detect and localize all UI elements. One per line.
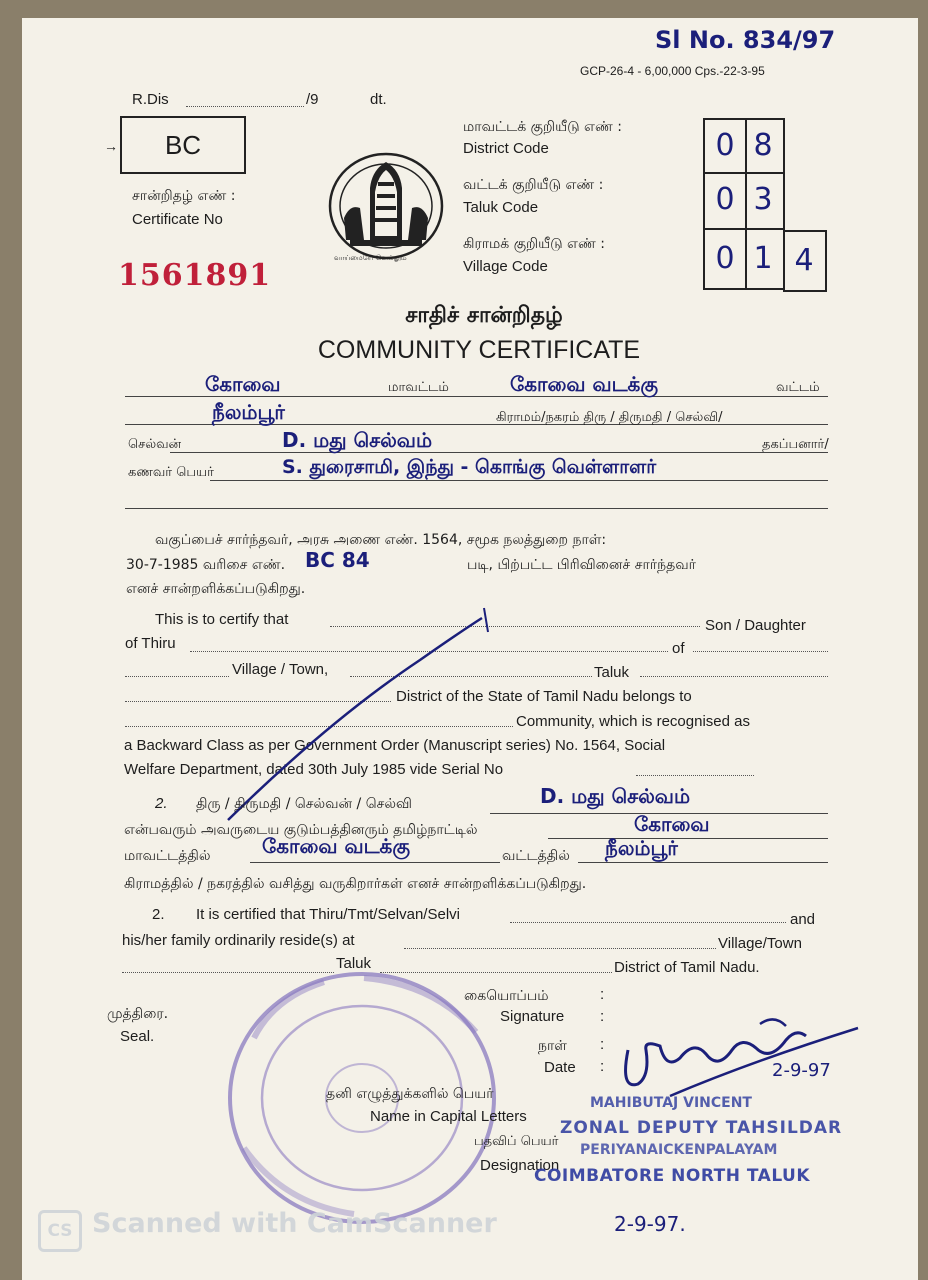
- village-code-en: Village Code: [463, 258, 548, 275]
- taluk-digit-2: 3: [743, 172, 785, 230]
- husband-label: கணவர் பெயர்: [128, 465, 214, 480]
- en2-line3a: Taluk: [336, 955, 372, 972]
- en-line1b: Son / Daughter: [705, 617, 806, 634]
- stamp-line3: PERIYANAICKENPALAYAM: [580, 1142, 778, 1158]
- village-digit-1: 0: [703, 230, 747, 290]
- title-tamil: சாதிச் சான்றிதழ்: [405, 303, 563, 328]
- seal-ta: முத்திரை.: [107, 1006, 169, 1022]
- signature-ta: கையொப்பம்: [464, 988, 549, 1004]
- en-line7: Welfare Department, dated 30th July 1985 vide Serial No: [124, 761, 504, 778]
- ta2-label3a: மாவட்டத்தில்: [124, 848, 211, 864]
- ta2-district-filled: கோவை: [634, 812, 710, 836]
- taluk-code-en: Taluk Code: [463, 199, 539, 216]
- ta2-num: 2.: [155, 795, 168, 812]
- para1-line2a: 30-7-1985 வரிசை எண்.: [126, 557, 286, 573]
- category-text: BC: [164, 129, 202, 160]
- colon-2: :: [600, 1008, 605, 1025]
- ta2-label1: திரு / திருமதி / செல்வன் / செல்வி: [196, 796, 412, 812]
- taluk-code-ta: வட்டக் குறியீடு எண் :: [463, 177, 604, 193]
- date-en: Date: [544, 1059, 576, 1076]
- para1-line3: எனச் சான்றளிக்கப்படுகிறது.: [126, 581, 306, 597]
- en2-line1b: and: [790, 911, 816, 928]
- district-code-en: District Code: [463, 140, 549, 157]
- en2-dots-2: [404, 948, 716, 949]
- name-caps-en: Name in Capital Letters: [370, 1108, 527, 1125]
- certificate-no-ta: சான்றிதழ் எண் :: [132, 188, 236, 204]
- title-english: COMMUNITY CERTIFICATE: [317, 336, 641, 364]
- village-label: கிராமம்/நகரம் திரு / திருமதி / செல்வி/: [496, 410, 723, 425]
- name-caps-ta: தனி எழுத்துக்களில் பெயர்: [326, 1086, 494, 1102]
- rdis-label: R.Dis: [132, 91, 169, 108]
- stamp-line1: MAHIBUTAJ VINCENT: [590, 1095, 752, 1111]
- en-line2b: of: [672, 640, 685, 657]
- en-line3a: Village / Town,: [232, 661, 329, 678]
- ta2-line-3: [250, 862, 500, 863]
- signature-en: Signature: [500, 1008, 565, 1025]
- village-code-ta: கிராமக் குறியீடு எண் :: [463, 236, 605, 252]
- seal-en: Seal.: [120, 1028, 155, 1045]
- ta2-village-filled: நீலம்பூர்: [605, 836, 678, 860]
- stamp-line2: ZONAL DEPUTY TAHSILDAR: [560, 1118, 843, 1138]
- signature-date: 2-9-97: [772, 1060, 831, 1081]
- district-code-ta: மாவட்டக் குறியீடு எண் :: [463, 119, 622, 135]
- en2-line1a: It is certified that Thiru/Tmt/Selvan/Selvi: [196, 906, 460, 923]
- rdis-year: /9: [306, 91, 319, 108]
- certificate-no-en: Certificate No: [132, 211, 223, 228]
- camscanner-logo-text: CS: [47, 1221, 73, 1241]
- district-digit-2: 8: [743, 118, 785, 174]
- date-ta: நாள்: [538, 1038, 567, 1054]
- village-digit-3: 4: [783, 230, 827, 292]
- taluk-filled: கோவை வடக்கு: [510, 372, 658, 396]
- ta2-name-filled: D. மது செல்வம்: [540, 784, 691, 808]
- taluk-label: வட்டம்: [776, 380, 820, 395]
- ta2-taluk-filled: கோவை வடக்கு: [262, 834, 410, 858]
- en2-num: 2.: [152, 906, 165, 923]
- district-digit-1: 0: [703, 118, 747, 174]
- rdis-dt: dt.: [370, 91, 387, 108]
- designation-ta: பதவிப் பெயர்: [474, 1134, 559, 1149]
- certificate-number: 1561891: [118, 258, 272, 293]
- village-filled: நீலம்பூர்: [212, 400, 285, 424]
- ta2-label3b: வட்டத்தில்: [502, 848, 570, 864]
- arrow-mark: →: [104, 138, 118, 154]
- selvan-label: செல்வன்: [128, 437, 182, 452]
- form-code: GCP-26-4 - 6,00,000 Cps.-22-3-95: [580, 64, 765, 78]
- father-label: தகப்பனார்/: [762, 437, 829, 452]
- district-filled: கோவை: [205, 372, 281, 396]
- designation-en: Designation: [480, 1157, 560, 1174]
- colon-1: :: [600, 986, 605, 1003]
- stamp-line4: COIMBATORE NORTH TALUK: [534, 1166, 811, 1186]
- camscanner-watermark: Scanned with CamScanner: [92, 1208, 497, 1239]
- name-filled: D. மது செல்வம்: [282, 428, 433, 452]
- para1-line1: வகுப்பைச் சார்ந்தவர், அரசு அணை எண். 1564, சமூக நலத்துறை நாள்:: [155, 532, 607, 548]
- ta2-label2: என்பவரும் அவருடைய குடும்பத்தினரும் தமிழ்நாட்டில்: [124, 822, 478, 838]
- en-line4: District of the State of Tamil Nadu belongs to: [396, 688, 692, 705]
- en2-dots-1: [510, 922, 786, 923]
- ta2-label4: கிராமத்தில் / நகரத்தில் வசித்து வருகிறார்கள் எனச் சான்றளிக்கப்படுகிறது.: [124, 876, 587, 892]
- en2-line2a: his/her family ordinarily reside(s) at: [122, 932, 355, 949]
- father-filled: S. துரைசாமி, இந்து - கொங்கு வெள்ளாளர்: [282, 456, 657, 478]
- en-line6: a Backward Class as per Government Order (Manuscript series) No. 1564, Social: [124, 737, 666, 754]
- village-digit-2: 1: [743, 230, 785, 290]
- district-label: மாவட்டம்: [388, 380, 449, 395]
- para1-line2b: படி, பிற்பட்ட பிரிவினைச் சார்ந்தவர்: [467, 557, 696, 573]
- colon-3: :: [600, 1036, 605, 1053]
- bottom-date: 2-9-97.: [614, 1212, 686, 1236]
- en-line5: Community, which is recognised as: [516, 713, 750, 730]
- colon-4: :: [600, 1058, 605, 1075]
- camscanner-logo-icon: [38, 1210, 82, 1252]
- en-line2a: of Thiru: [125, 635, 176, 652]
- en-line3b: Taluk: [594, 664, 630, 681]
- serial-handwritten: Sl No. 834/97: [655, 26, 836, 54]
- en2-line2b: Village/Town: [718, 935, 802, 952]
- para1-serial-filled: BC 84: [305, 548, 370, 572]
- en-line1a: This is to certify that: [155, 611, 289, 628]
- en2-line3b: District of Tamil Nadu.: [614, 959, 760, 976]
- emblem-caption: வாய்மையே வெல்லும்: [334, 254, 407, 262]
- taluk-digit-1: 0: [703, 172, 747, 230]
